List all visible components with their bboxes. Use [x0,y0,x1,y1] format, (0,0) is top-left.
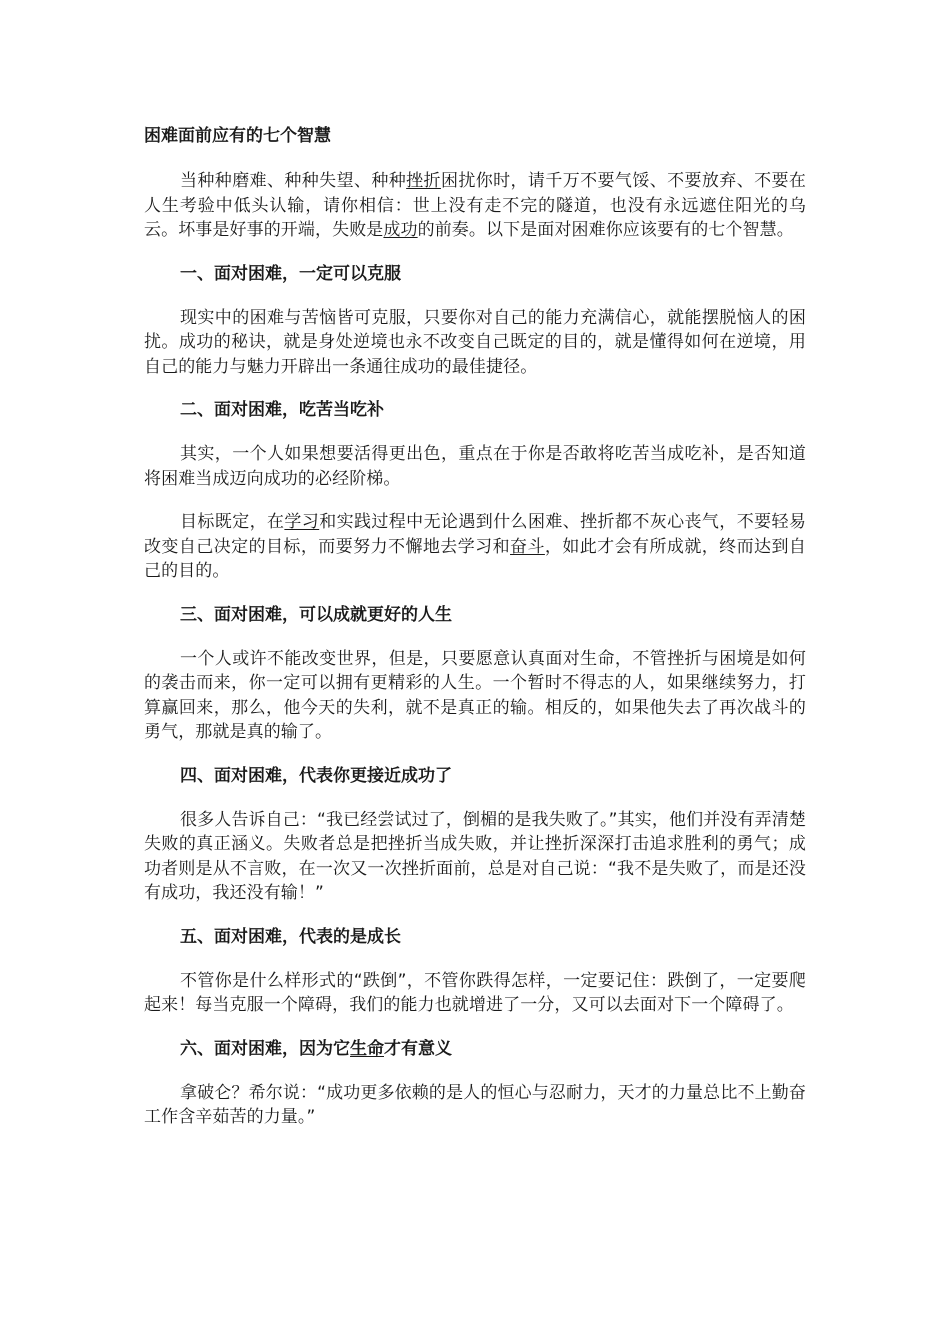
link-life[interactable]: 生命 [350,1038,384,1059]
section-1-paragraph: 现实中的困难与苦恼皆可克服，只要你对自己的能力充满信心，就能摆脱恼人的困扰。成功的秘诀，就是身处逆境也永不改变自己既定的目的，就是懂得如何在逆境，用自己的能力与魅力开辟出一条通往成功的最佳捷径。 [144,307,806,377]
section-3-heading: 三、面对困难，可以成就更好的人生 [180,604,452,625]
section-2-text-3: ，如此才会有所成就，终而达到自己的目的。 [144,536,807,581]
link-success[interactable]: 成功 [383,220,418,240]
section-1-heading: 一、面对困难，一定可以克服 [180,263,401,284]
section-2-text-2: 和实践过程中无论遇到什么困难、挫折都不灰心丧气，不要轻易改变自己决定的目标，而要努力不懈地去学习和 [144,512,806,557]
section-6-heading [144,1037,806,1062]
intro-text-2: 困扰你时，请千万不要气馁、不要放弃、不要在人生考验中低头认输，请你相信：世上没有走不完的隧道，也没有永远遮住阳光的乌云。坏事是好事的开端，失败是 [144,171,806,240]
intro-text-1: 当种种磨难、种种失望、种种 [180,171,407,191]
section-4-heading: 四、面对困难，代表你更接近成功了 [180,765,452,786]
section-2-text-1: 目标既定，在 [180,512,285,532]
section-5-heading: 五、面对困难，代表的是成长 [180,926,401,947]
section-4-paragraph: 很多人告诉自己：“我已经尝试过了，倒楣的是我失败了。”其实，他们并没有弄清楚失败的真正涵义。失败者总是把挫折当成失败，并让挫折深深打击追求胜利的勇气；成功者则是从不言败，在一次又一次挫折面前，总是对自己说：“我不是失败了，而是还没有成功，我还没有输！” [144,809,806,903]
link-strive[interactable]: 奋斗 [510,536,545,557]
section-6-heading-text-1: 六、面对困难，因为它 [180,1038,350,1059]
link-setback[interactable]: 挫折 [406,171,441,191]
intro-text-3: 的前奏。以下是面对困难你应该要有的七个智慧。 [417,220,794,240]
document-title: 困难面前应有的七个智慧 [144,126,331,146]
intro-paragraph [144,169,806,243]
section-5-paragraph: 不管你是什么样形式的“跌倒”，不管你跌得怎样，一定要记住：跌倒了，一定要爬起来！每当克服一个障碍，我们的能力也就增进了一分，又可以去面对下一个障碍了。 [144,970,806,1015]
section-2-heading: 二、面对困难，吃苦当吃补 [180,400,384,420]
section-6-paragraph: 拿破仑？希尔说：“成功更多依赖的是人的恒心与忍耐力，天才的力量总比不上勤奋工作含辛茹苦的力量。” [144,1082,806,1127]
section-2-paragraph-2 [144,510,806,584]
section-6-heading-text-2: 才有意义 [384,1038,452,1059]
document-page [144,124,806,1149]
section-2-paragraph-1: 其实，一个人如果想要活得更出色，重点在于你是否敢将吃苦当成吃补，是否知道将困难当成迈向成功的必经阶梯。 [144,444,806,489]
link-study[interactable]: 学习 [284,512,320,532]
section-3-paragraph: 一个人或许不能改变世界，但是，只要愿意认真面对生命，不管挫折与困境是如何的袭击而来，你一定可以拥有更精彩的人生。一个暂时不得志的人，如果继续努力，打算赢回来，那么，他今天的失利，就不是真正的输。相反的，如果他失去了再次战斗的勇气，那就是真的输了。 [144,648,806,742]
